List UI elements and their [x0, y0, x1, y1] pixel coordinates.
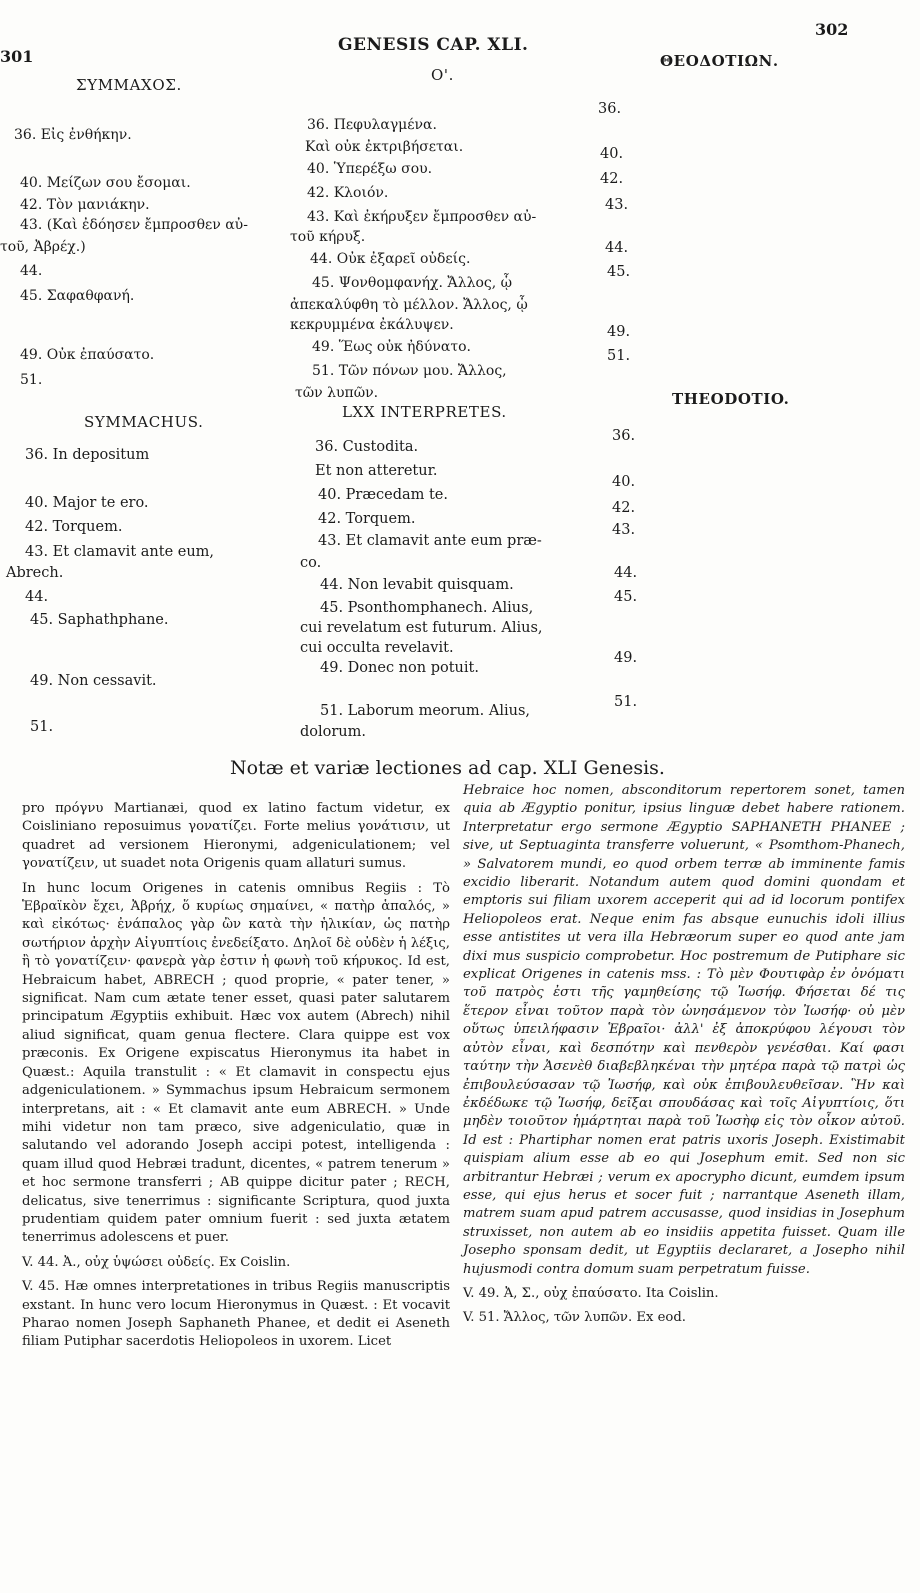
- note-paragraph: V. 51. Ἄλλος, τῶν λυπῶν. Ex eod.: [463, 1310, 686, 1326]
- theo-la-num: 40.: [612, 474, 636, 490]
- sym-gr-line: 49. Οὐκ ἐπαύσατο.: [20, 347, 155, 363]
- lxx-latin-head: LXX INTERPRETES.: [342, 403, 507, 421]
- lxx-gr-line: τῶν λυπῶν.: [295, 385, 379, 401]
- lxx-la-line: Et non atteretur.: [315, 463, 438, 479]
- lxx-gr-line: ἀπεκαλύφθη τὸ μέλλον. Ἄλλος, ᾧ: [290, 297, 528, 313]
- lxx-la-line: 45. Psonthomphanech. Alius,: [320, 600, 534, 616]
- theo-la-num: 42.: [612, 500, 636, 516]
- lxx-gr-line: 42. Κλοιόν.: [307, 185, 389, 201]
- sym-la-line: 36. In depositum: [25, 447, 150, 463]
- lxx-gr-line: Καὶ οὐκ ἐκτριβήσεται.: [305, 139, 464, 155]
- sym-la-line: 42. Torquem.: [25, 519, 123, 535]
- lxx-gr-line: 44. Οὐκ ἐξαρεῖ οὐδείς.: [310, 251, 471, 267]
- lxx-la-line: cui revelatum est futurum. Alius,: [300, 620, 543, 636]
- lxx-la-line: 36. Custodita.: [315, 439, 419, 455]
- theo-gr-num: 42.: [600, 171, 624, 187]
- sym-la-line: 40. Major te ero.: [25, 495, 149, 511]
- running-head: GENESIS CAP. XLI.: [338, 35, 529, 55]
- theo-gr-num: 51.: [607, 348, 631, 364]
- sym-la-line: 49. Non cessavit.: [30, 673, 157, 689]
- notes-title: Notæ et variæ lectiones ad cap. XLI Genesis.: [230, 757, 665, 779]
- sym-gr-line: 36. Εἰς ἐνθήκην.: [14, 127, 132, 143]
- notes-right-column: [463, 782, 905, 1334]
- lxx-la-line: 51. Laborum meorum. Alius,: [320, 703, 531, 719]
- lxx-la-line: 43. Et clamavit ante eum præ-: [318, 533, 542, 549]
- sym-gr-line: 44.: [20, 263, 43, 279]
- sym-la-line: 44.: [25, 589, 49, 605]
- symmachus-greek-head: ΣΥΜΜΑΧΟΣ.: [76, 76, 182, 94]
- lxx-gr-line: 49. Ἕως οὐκ ἠδύνατο.: [312, 339, 471, 355]
- theo-gr-num: 40.: [600, 146, 624, 162]
- note-paragraph: V. 44. Ἀ., οὐχ ὑψώσει οὐδείς. Ex Coislin.: [22, 1254, 291, 1270]
- lxx-la-line: 49. Donec non potuit.: [320, 660, 479, 676]
- lxx-gr-line: 51. Τῶν πόνων μου. Ἄλλος,: [312, 363, 507, 379]
- theo-gr-num: 45.: [607, 264, 631, 280]
- theo-gr-num: 44.: [605, 240, 629, 256]
- theodotion-greek-head: ΘΕΟΔΟΤΙΩΝ.: [660, 52, 779, 70]
- lxx-la-line: 40. Præcedam te.: [318, 487, 448, 503]
- page-number-left: 301: [0, 47, 34, 66]
- theo-la-num: 45.: [614, 589, 638, 605]
- lxx-la-line: dolorum.: [300, 724, 367, 740]
- note-paragraph: pro πρόγνυ Martianæi, quod ex latino factum videtur, ex Coisliniano reposuimus γονατίζει. Forte melius γονάτισιν, ut quadret ad versionem Hieronymi, adgeniculationem; vel γονατίζειν, ut suadet nota Origenis quam allaturi sumus.: [22, 801, 450, 872]
- lxx-la-line: cui occulta revelavit.: [300, 640, 454, 656]
- sym-gr-line: 51.: [20, 372, 43, 388]
- note-paragraph: V. 45. Hæ omnes interpretationes in tribus Regiis manuscriptis exstant. In hunc vero locum Hieronymus in Quæst. : Et vocavit Pharao nomen Joseph Saphaneth Phanee, et dedit ei Aseneth filiam Putiphar sacerdotis Heliopoleos in uxorem. Licet: [22, 1279, 450, 1350]
- sym-la-line: Abrech.: [6, 565, 64, 581]
- notes-left-column: [22, 800, 450, 1358]
- sym-gr-line: τοῦ, Ἀβρέχ.): [0, 239, 86, 255]
- lxx-la-line: co.: [300, 555, 322, 571]
- sym-gr-line: 42. Τὸν μανιάκην.: [20, 197, 150, 213]
- theo-la-num: 51.: [614, 694, 638, 710]
- symmachus-latin-head: SYMMACHUS.: [84, 413, 204, 431]
- sym-la-line: 51.: [30, 719, 54, 735]
- theodotio-latin-head: THEODOTIO.: [672, 390, 790, 408]
- lxx-la-line: 44. Non levabit quisquam.: [320, 577, 514, 593]
- theo-gr-num: 43.: [605, 197, 629, 213]
- sym-la-line: 43. Et clamavit ante eum,: [25, 544, 215, 560]
- theo-la-num: 49.: [614, 650, 638, 666]
- lxx-la-line: 42. Torquem.: [318, 511, 416, 527]
- sym-gr-line: 45. Σαφαθφανή.: [20, 288, 135, 304]
- note-paragraph: V. 49. Ἀ, Σ., οὐχ ἐπαύσατο. Ita Coislin.: [463, 1285, 719, 1301]
- lxx-gr-line: 43. Καὶ ἐκήρυξεν ἔμπροσθεν αὐ-: [307, 209, 537, 225]
- lxx-gr-line: 36. Πεφυλαγμένα.: [307, 117, 437, 133]
- lxx-gr-line: 40. Ὑπερέξω σου.: [307, 161, 433, 177]
- note-paragraph: In hunc locum Origenes in catenis omnibus Regiis : Τὸ Ἑβραϊκὸν ἔχει, Ἀβρήχ, ὅ κυρίως σημαίνει, « πατὴρ ἁπαλός, » καὶ εἰκότως· ἐνάπαλος γὰρ ὢν κατὰ τὴν ἡλικίαν, ὡς πατὴρ σωτήριον ἀρχὴν Αἰγυπτίοις ἐνεδείξατο. Δηλοῖ δὲ οὐδὲν ἡ λέξις, ἢ τὸ γονατίζειν· φανερὰ γὰρ ἐστιν ἡ φωνὴ τοῦ κήρυκος. Id est, Hebraicum habet, ABRECH ; quod proprie, « pater tener, » significat. Nam cum ætate tener esset, quasi pater salutarem principatum Ægyptiis exhibuit. Hæc vox autem (Abrech) nihil aliud significat, quam genua flectere. Clara quippe est vox præconis. Ex Origene expiscatus Hieronymus ita habet in Quæst.: Aquila transtulit : « Et clamavit in conspectu ejus adgeniculationem. » Symmachus ipsum Hebraicum sermonem interpretans, ait : « Et clamavit ante eum ABRECH. » Unde mihi videtur non tam præco, sive adgeniculatio, quæ in salutando vel adorando Joseph accipi potest, intelligenda : quam illud quod Hebræi tradunt, dicentes, « patrem tenerum » et hoc sermone transferri ; AB quippe dicitur pater ; RECH, delicatus, sive tenerrimus : significante Scriptura, quod juxta prudentiam quidem pater omnium fuerit : sed juxta ætatem tenerrimus adolescens et puer.: [22, 880, 450, 1246]
- note-paragraph: Hebraice hoc nomen, absconditorum repertorem sonet, tamen quia ab Ægyptio ponitur, ipsius linguæ debet habere rationem. Interpretatur ergo sermone Ægyptio SAPHANETH PHANEE ; sive, ut Septuaginta transferre voluerunt, « Psomthom-Phanech, » Salvatorem mundi, eo quod orbem terræ ab imminente famis excidio liberarit. Notandum autem quod domini quondam et emptoris sui filiam uxorem acceperit qui ad id locorum pontifex Heliopoleos erat. Neque enim fas absque eunuchis idoli illius esse antistites ut vera illa Hebræorum super eo quod ante jam dixi mus suspicio comprobetur. Hoc postremum de Putiphare sic explicat Origenes in catenis mss. : Τὸ μὲν Φουτιφὰρ ἐν ὀνόματι τοῦ πατρὸς ἐστι τῆς γαμηθείσης τῷ Ἰωσήφ. Φήσεται δέ τις ἕτερον εἶναι τοῦτον παρὰ τὸν ὠνησάμενον τὸν Ἰωσήφ· οὐ μὲν οὕτως ὑπειλήφασιν Ἑβραῖοι· ἀλλ' ἐξ ἀποκρύφου λέγουσι τὸν αὐτὸν εἶναι, καὶ δεσπότην καὶ πενθερὸν γενέσθαι. Καί φασι ταύτην τὴν Ἀσενὲθ διαβεβληκέναι τὴν μητέρα παρὰ τῷ πατρὶ ὡς ἐπιβουλεύσασαν τῷ Ἰωσήφ, καὶ οὐκ ἐπιβουλευθεῖσαν. Ἣν καὶ ἐκδέδωκε τῷ Ἰωσήφ, δεῖξαι σπουδάσας καὶ τοῖς Αἰγυπτίοις, ὅτι μηδὲν τοιοῦτον ἡμάρτηται παρὰ τοῦ Ἰωσὴφ εἰς τὸν οἶκον αὐτοῦ. Id est : Phartiphar nomen erat patris uxoris Joseph. Existimabit quispiam alium esse ab eo qui Josephum emit. Sed non sic arbitrantur Hebræi ; verum ex apocrypho dicunt, eumdem ipsum esse, qui ejus herus et socer fuit ; narrantque Aseneth illam, matrem suam apud patrem accusasse, quod insidias in Josephum struxisset, non autem ab eo insidiis appetita fuisset. Quam ille Josepho sponsam dedit, ut Egyptiis declararet, a Josepho nihil hujusmodi contra domum suam perpetratum fuisse.: [463, 783, 905, 1277]
- lxx-gr-line: 45. Ψονθομφανήχ. Ἄλλος, ᾧ: [312, 275, 513, 291]
- sym-gr-line: 43. (Καὶ ἐδόησεν ἔμπροσθεν αὐ-: [20, 217, 248, 233]
- theo-la-num: 44.: [614, 565, 638, 581]
- lxx-gr-line: τοῦ κήρυξ.: [290, 229, 366, 245]
- sym-la-line: 45. Saphathphane.: [30, 612, 169, 628]
- lxx-gr-line: κεκρυμμένα ἐκάλυψεν.: [290, 317, 454, 333]
- lxx-greek-head: Ο'.: [431, 66, 454, 84]
- theo-gr-num: 49.: [607, 324, 631, 340]
- theo-la-num: 36.: [612, 428, 636, 444]
- sym-gr-line: 40. Μείζων σου ἔσομαι.: [20, 175, 191, 191]
- page-number-right: 302: [815, 20, 849, 39]
- theo-gr-num: 36.: [598, 101, 622, 117]
- theo-la-num: 43.: [612, 522, 636, 538]
